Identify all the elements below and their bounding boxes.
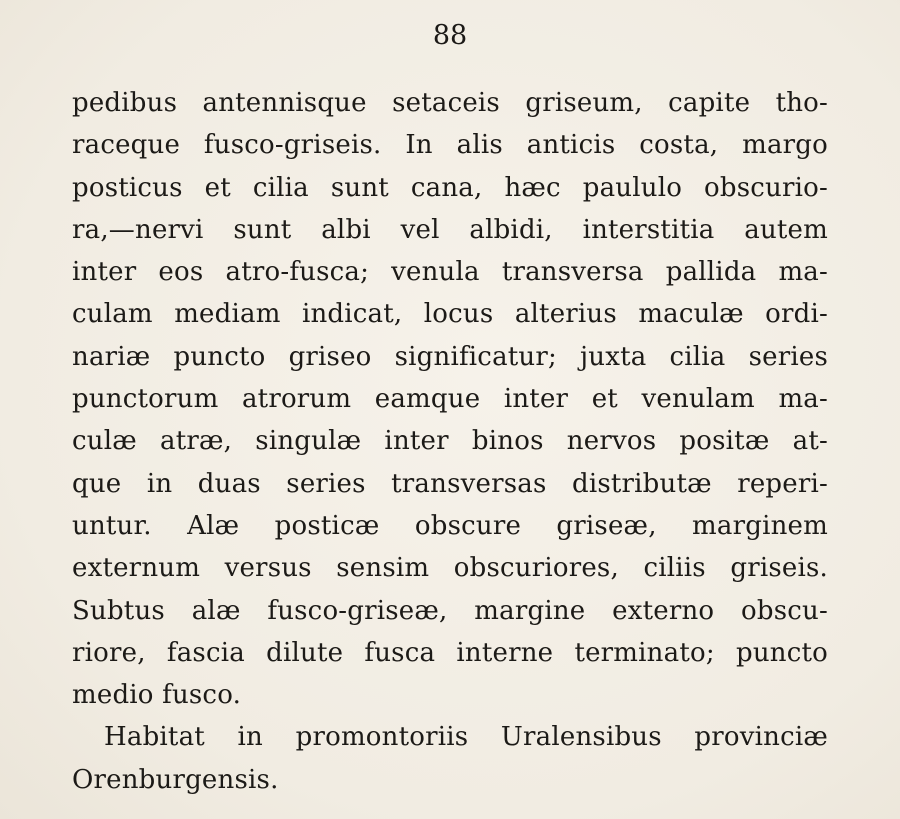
paragraph-description: [72, 82, 828, 716]
text-line: untur. Alæ posticæ obscure griseæ, marginem: [72, 510, 828, 541]
body-text: [72, 82, 828, 801]
text-line: culam mediam indicat, locus alterius maculæ ordi-: [72, 299, 828, 330]
text-line: culæ atræ, singulæ inter binos nervos positæ at-: [72, 426, 828, 457]
page-number: 88: [432, 20, 468, 51]
text-line: Subtus alæ fusco-griseæ, margine externo obscu-: [72, 595, 828, 626]
text-line: posticus et cilia sunt cana, hæc paululo obscurio-: [72, 172, 828, 203]
text-line: riore, fascia dilute fusca interne terminato; puncto: [72, 637, 828, 668]
text-line: nariæ puncto griseo significatur; juxta cilia series: [72, 341, 828, 372]
text-line: medio fusco.: [72, 680, 242, 711]
text-line: raceque fusco-griseis. In alis anticis costa, margo: [72, 130, 828, 161]
text-line: externum versus sensim obscuriores, ciliis griseis.: [72, 553, 828, 584]
text-line: inter eos atro-fusca; venula transversa pallida ma-: [72, 257, 828, 288]
text-line: ra,—nervi sunt albi vel albidi, interstitia autem: [72, 214, 828, 245]
text-line: que in duas series transversas distributæ reperi-: [72, 468, 828, 499]
text-line: pedibus antennisque setaceis griseum, capite tho-: [72, 88, 828, 118]
paragraph-habitat: [72, 716, 828, 801]
text-line: punctorum atrorum eamque inter et venulam ma-: [72, 384, 828, 415]
text-line: Orenburgensis.: [72, 764, 279, 795]
text-line: Habitat in promontoriis Uralensibus provinciæ: [104, 722, 828, 753]
